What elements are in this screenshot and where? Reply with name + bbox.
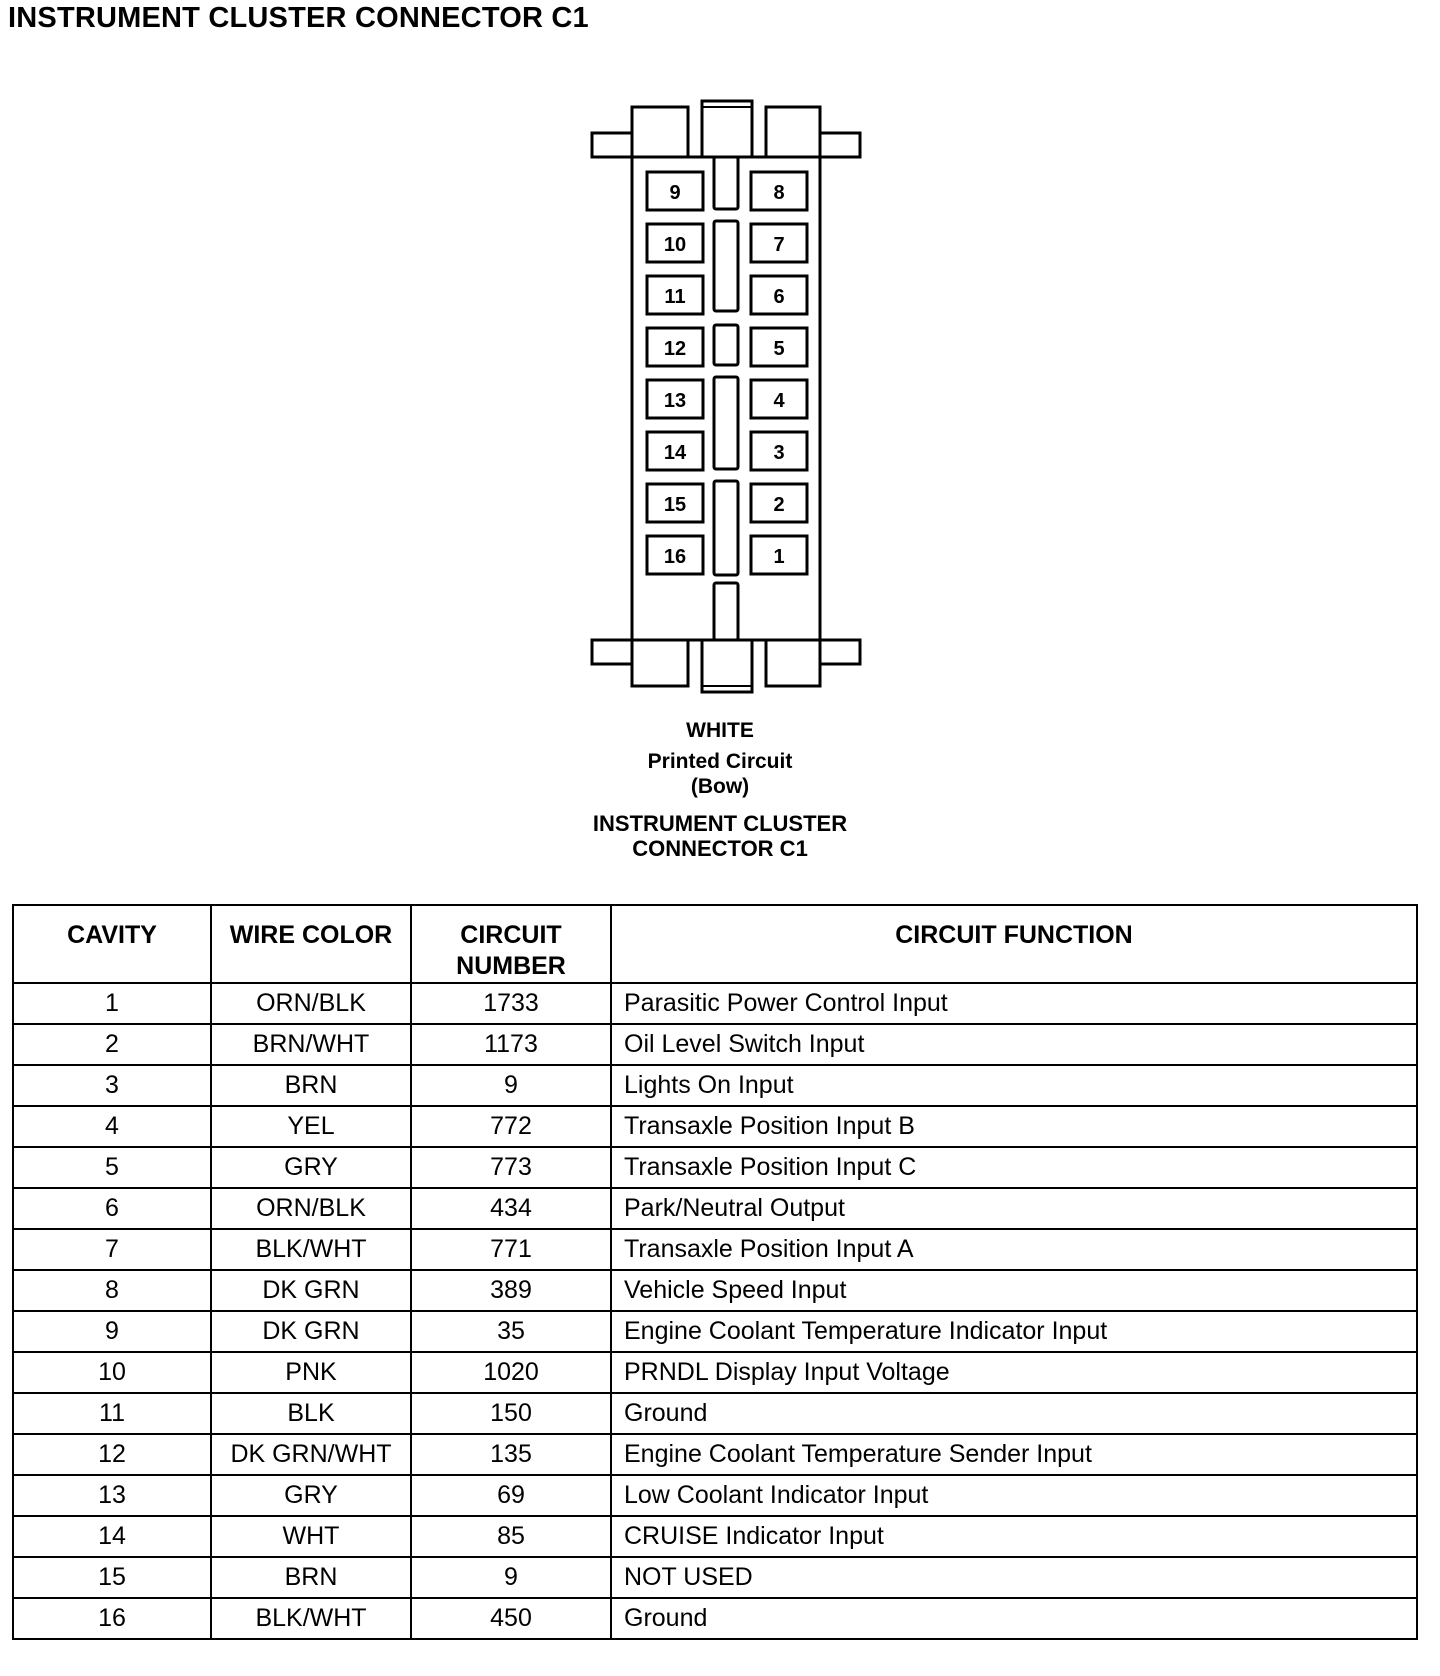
cell-wire-color: DK GRN [211,1270,411,1311]
cell-circuit-function: Vehicle Speed Input [611,1270,1417,1311]
center-key [714,481,738,575]
bottom-rib-center [702,640,752,692]
cell-circuit-number: 1733 [411,983,611,1024]
center-key [714,583,738,640]
pin-label: 4 [773,390,785,412]
cell-circuit-number: 772 [411,1106,611,1147]
table-row [13,1352,1417,1393]
table-row [13,1147,1417,1188]
cell-wire-color: ORN/BLK [211,1188,411,1229]
cell-circuit-function: Oil Level Switch Input [611,1024,1417,1065]
cell-cavity: 5 [13,1147,211,1188]
cell-circuit-function: Low Coolant Indicator Input [611,1475,1417,1516]
cell-circuit-number: 1020 [411,1352,611,1393]
cell-circuit-function: Engine Coolant Temperature Sender Input [611,1434,1417,1475]
cell-circuit-function: Transaxle Position Input A [611,1229,1417,1270]
pin-label: 16 [663,546,687,568]
table-row [13,1516,1417,1557]
header-circuit-number [411,905,611,983]
top-right-tab [820,133,860,157]
cell-wire-color: DK GRN [211,1311,411,1352]
cell-cavity: 8 [13,1270,211,1311]
top-rib-right [766,107,820,157]
header-cavity: CAVITY [13,905,211,983]
cell-wire-color: ORN/BLK [211,983,411,1024]
cell-wire-color: GRY [211,1147,411,1188]
pin-label: 12 [663,338,687,360]
connector-type-line2: (Bow) [690,775,750,798]
table-row [13,983,1417,1024]
cell-circuit-number: 389 [411,1270,611,1311]
pin-label: 11 [664,286,686,308]
cell-wire-color: PNK [211,1352,411,1393]
table-row [13,1229,1417,1270]
cell-cavity: 6 [13,1188,211,1229]
pin-cavity-11 [647,276,703,314]
cell-wire-color: YEL [211,1106,411,1147]
pin-label: 2 [773,494,785,516]
center-key [714,377,738,469]
cell-circuit-function: Park/Neutral Output [611,1188,1417,1229]
cell-wire-color: GRY [211,1475,411,1516]
cell-circuit-function: Engine Coolant Temperature Indicator Input [611,1311,1417,1352]
cell-circuit-number: 69 [411,1475,611,1516]
pin-label: 3 [773,442,785,464]
pin-cavity-2 [751,484,807,522]
cell-wire-color: BLK [211,1393,411,1434]
bottom-rib-right [766,640,820,686]
cell-cavity: 11 [13,1393,211,1434]
pin-label: 15 [663,494,687,516]
pin-label: 1 [773,546,785,568]
header-circuit-number-line1: CIRCUIT [460,921,562,949]
cell-cavity: 1 [13,983,211,1024]
cell-circuit-function: Transaxle Position Input B [611,1106,1417,1147]
cell-cavity: 4 [13,1106,211,1147]
header-circuit-number-line2: NUMBER [456,952,566,980]
connector-type-line1: Printed Circuit [647,750,793,773]
cell-circuit-number: 434 [411,1188,611,1229]
cell-circuit-function: NOT USED [611,1557,1417,1598]
table-row [13,1598,1417,1639]
cell-cavity: 13 [13,1475,211,1516]
cell-circuit-number: 1173 [411,1024,611,1065]
cell-circuit-number: 9 [411,1557,611,1598]
cell-wire-color: BLK/WHT [211,1229,411,1270]
pin-label: 14 [663,442,687,464]
pin-cavity-13 [647,380,703,418]
top-rib-center [702,101,752,157]
cell-cavity: 10 [13,1352,211,1393]
pin-cavity-5 [751,328,807,366]
cell-wire-color: BRN/WHT [211,1024,411,1065]
cell-cavity: 15 [13,1557,211,1598]
cell-wire-color: DK GRN/WHT [211,1434,411,1475]
cell-circuit-number: 150 [411,1393,611,1434]
pin-label: 7 [773,234,785,256]
pin-cavity-12 [647,328,703,366]
pin-cavity-7 [751,224,807,262]
table-row [13,1557,1417,1598]
table-row [13,1188,1417,1229]
cell-circuit-number: 135 [411,1434,611,1475]
pin-label: 9 [669,182,681,204]
pin-cavity-1 [751,536,807,574]
cell-cavity: 3 [13,1065,211,1106]
pin-cavity-9 [647,172,703,210]
bottom-left-tab [592,640,632,664]
table-row [13,1434,1417,1475]
cell-cavity: 16 [13,1598,211,1639]
bottom-right-tab [820,640,860,664]
cell-circuit-function: CRUISE Indicator Input [611,1516,1417,1557]
cell-circuit-function: Parasitic Power Control Input [611,983,1417,1024]
cell-wire-color: BLK/WHT [211,1598,411,1639]
cell-circuit-number: 85 [411,1516,611,1557]
connector-color-label: WHITE [686,719,754,742]
cell-circuit-number: 35 [411,1311,611,1352]
center-key [714,157,738,209]
table-row [13,1270,1417,1311]
center-key [714,325,738,365]
bottom-rib-left [632,640,688,686]
table-row [13,1024,1417,1065]
cell-circuit-number: 771 [411,1229,611,1270]
cell-circuit-function: Ground [611,1598,1417,1639]
table-row [13,1475,1417,1516]
table-row [13,1065,1417,1106]
cell-cavity: 7 [13,1229,211,1270]
pin-cavity-4 [751,380,807,418]
top-rib-left [632,107,688,157]
table-row [13,1393,1417,1434]
cell-cavity: 9 [13,1311,211,1352]
table-row [13,1311,1417,1352]
cell-wire-color: BRN [211,1065,411,1106]
cell-circuit-number: 9 [411,1065,611,1106]
connector-body [632,157,820,640]
cell-cavity: 14 [13,1516,211,1557]
cell-wire-color: BRN [211,1557,411,1598]
cell-cavity: 2 [13,1024,211,1065]
cell-wire-color: WHT [211,1516,411,1557]
center-key [714,221,738,311]
pin-cavity-15 [647,484,703,522]
cell-circuit-function: Ground [611,1393,1417,1434]
pin-label: 5 [773,338,785,360]
cell-circuit-function: Transaxle Position Input C [611,1147,1417,1188]
connector-title-line2: CONNECTOR C1 [632,836,808,861]
pin-label: 13 [663,390,687,412]
cell-circuit-function: PRNDL Display Input Voltage [611,1352,1417,1393]
pin-label: 8 [773,182,785,204]
top-left-tab [592,133,632,157]
pin-cavity-14 [647,432,703,470]
page-title: INSTRUMENT CLUSTER CONNECTOR C1 [8,2,589,34]
pin-cavity-3 [751,432,807,470]
pin-cavity-16 [647,536,703,574]
table-row [13,1106,1417,1147]
pin-cavity-10 [647,224,703,262]
cell-circuit-number: 450 [411,1598,611,1639]
pin-cavity-8 [751,172,807,210]
pin-label: 6 [773,286,785,308]
cell-circuit-function: Lights On Input [611,1065,1417,1106]
header-circuit-function: CIRCUIT FUNCTION [611,905,1417,983]
cell-cavity: 12 [13,1434,211,1475]
connector-title-line1: INSTRUMENT CLUSTER [592,811,848,836]
pin-label: 10 [663,234,687,256]
table-header-row [13,905,1417,983]
pinout-table [12,904,1418,1640]
header-wire-color: WIRE COLOR [211,905,411,983]
pin-cavity-6 [751,276,807,314]
cell-circuit-number: 773 [411,1147,611,1188]
